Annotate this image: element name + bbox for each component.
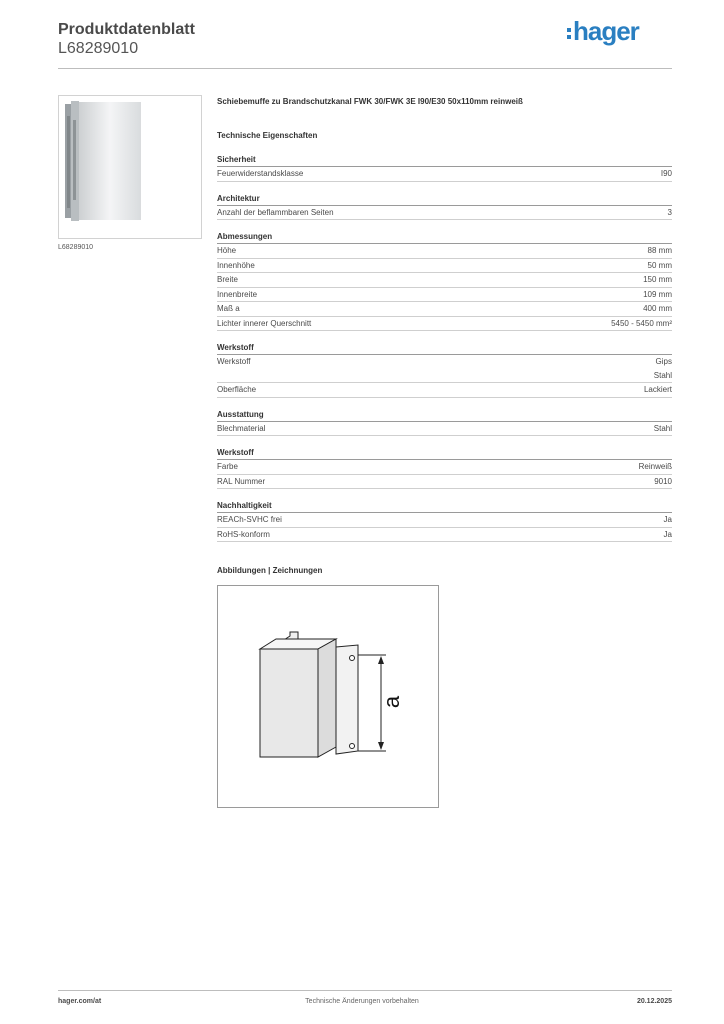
footer-website: hager.com/at bbox=[58, 998, 102, 1005]
property-value-line: Lackiert bbox=[643, 385, 672, 394]
footer-date: 20.12.2025 bbox=[636, 998, 672, 1005]
property-value-line: 3 bbox=[667, 207, 672, 217]
technical-properties-title: Technische Eigenschaften bbox=[217, 131, 318, 140]
property-label: Farbe bbox=[217, 462, 238, 471]
section-heading: Sicherheit bbox=[217, 154, 672, 167]
property-value bbox=[639, 460, 672, 474]
property-value-line: Stahl bbox=[653, 423, 672, 433]
header-divider bbox=[58, 68, 672, 69]
section-3 bbox=[217, 342, 672, 398]
property-row bbox=[217, 383, 672, 398]
property-value-line: I90 bbox=[660, 169, 672, 178]
document-header bbox=[58, 20, 195, 58]
property-value-line: 9010 bbox=[654, 476, 672, 486]
property-label: Anzahl der beflammbaren Seiten bbox=[217, 207, 334, 217]
property-value-line: 88 mm bbox=[647, 246, 672, 255]
property-label: REACh-SVHC frei bbox=[217, 515, 282, 524]
product-name: Schiebemuffe zu Brandschutzkanal FWK 30/FWK 3E I90/E30 50x110mm reinweiß bbox=[217, 97, 523, 106]
property-value bbox=[654, 355, 672, 382]
property-row bbox=[217, 475, 672, 490]
property-label: Oberfläche bbox=[217, 385, 257, 394]
dimension-a-label: a bbox=[379, 695, 405, 709]
section-heading: Werkstoff bbox=[217, 342, 672, 355]
section-heading: Architektur bbox=[217, 193, 672, 206]
document-title: Produktdatenblatt bbox=[58, 21, 195, 38]
property-value-line: 50 mm bbox=[647, 260, 672, 270]
section-heading: Ausstattung bbox=[217, 409, 672, 422]
property-value-line: 109 mm bbox=[643, 289, 672, 299]
property-value-line: Stahl bbox=[653, 370, 672, 380]
hager-logo bbox=[566, 16, 658, 48]
property-row bbox=[217, 302, 672, 317]
figures-title: Abbildungen | Zeichnungen bbox=[217, 566, 323, 575]
property-value bbox=[664, 513, 672, 527]
property-label: Innenbreite bbox=[217, 289, 258, 299]
property-label: Feuerwiderstandsklasse bbox=[217, 169, 304, 178]
section-1 bbox=[217, 193, 672, 221]
section-heading: Nachhaltigkeit bbox=[217, 500, 672, 513]
property-value bbox=[643, 273, 672, 287]
technical-drawing bbox=[217, 585, 439, 808]
property-sections bbox=[217, 154, 672, 542]
property-row bbox=[217, 513, 672, 528]
property-row bbox=[217, 244, 672, 259]
property-value bbox=[644, 383, 672, 397]
property-value bbox=[643, 288, 672, 302]
property-value bbox=[643, 302, 672, 316]
section-6 bbox=[217, 500, 672, 542]
property-value-line: Ja bbox=[663, 515, 672, 524]
property-label: Breite bbox=[217, 275, 238, 284]
property-row bbox=[217, 288, 672, 303]
property-row bbox=[217, 528, 672, 543]
property-value-line: Ja bbox=[663, 529, 672, 539]
property-row bbox=[217, 167, 672, 182]
section-0 bbox=[217, 154, 672, 182]
property-value bbox=[664, 528, 672, 542]
property-label: Lichter innerer Querschnitt bbox=[217, 318, 312, 328]
product-thumbnail bbox=[58, 95, 202, 239]
property-label: Innenhöhe bbox=[217, 260, 255, 270]
section-heading: Abmessungen bbox=[217, 231, 672, 244]
thumbnail-caption: L68289010 bbox=[58, 244, 94, 251]
property-value bbox=[611, 317, 672, 331]
property-row bbox=[217, 259, 672, 274]
property-value bbox=[648, 244, 672, 258]
property-label: RAL Nummer bbox=[217, 476, 266, 486]
section-heading: Werkstoff bbox=[217, 447, 672, 460]
property-value-line: Reinweiß bbox=[638, 462, 672, 471]
property-value-line: 400 mm bbox=[643, 304, 672, 313]
property-row bbox=[217, 317, 672, 332]
property-label: Höhe bbox=[217, 246, 237, 255]
property-value-line: 150 mm bbox=[643, 275, 672, 284]
property-label: Maß a bbox=[217, 304, 240, 313]
product-details bbox=[217, 96, 672, 553]
property-value-line: Gips bbox=[655, 357, 672, 366]
svg-text:hager: hager bbox=[573, 16, 639, 46]
article-number: L68289010 bbox=[58, 40, 139, 57]
footer-divider bbox=[58, 990, 672, 991]
section-2 bbox=[217, 231, 672, 331]
property-row bbox=[217, 273, 672, 288]
section-5 bbox=[217, 447, 672, 489]
property-row bbox=[217, 460, 672, 475]
footer-disclaimer: Technische Änderungen vorbehalten bbox=[305, 998, 419, 1005]
property-value bbox=[661, 167, 672, 181]
property-label: Blechmaterial bbox=[217, 423, 266, 433]
property-value-line: 5450 - 5450 mm² bbox=[611, 318, 672, 328]
property-label: RoHS-konform bbox=[217, 529, 270, 539]
section-4 bbox=[217, 409, 672, 437]
property-value bbox=[654, 422, 672, 436]
property-row bbox=[217, 355, 672, 383]
property-row bbox=[217, 206, 672, 221]
property-value bbox=[654, 475, 672, 489]
property-row bbox=[217, 422, 672, 437]
property-value bbox=[648, 259, 672, 273]
property-label: Werkstoff bbox=[217, 357, 251, 366]
property-value bbox=[668, 206, 672, 220]
